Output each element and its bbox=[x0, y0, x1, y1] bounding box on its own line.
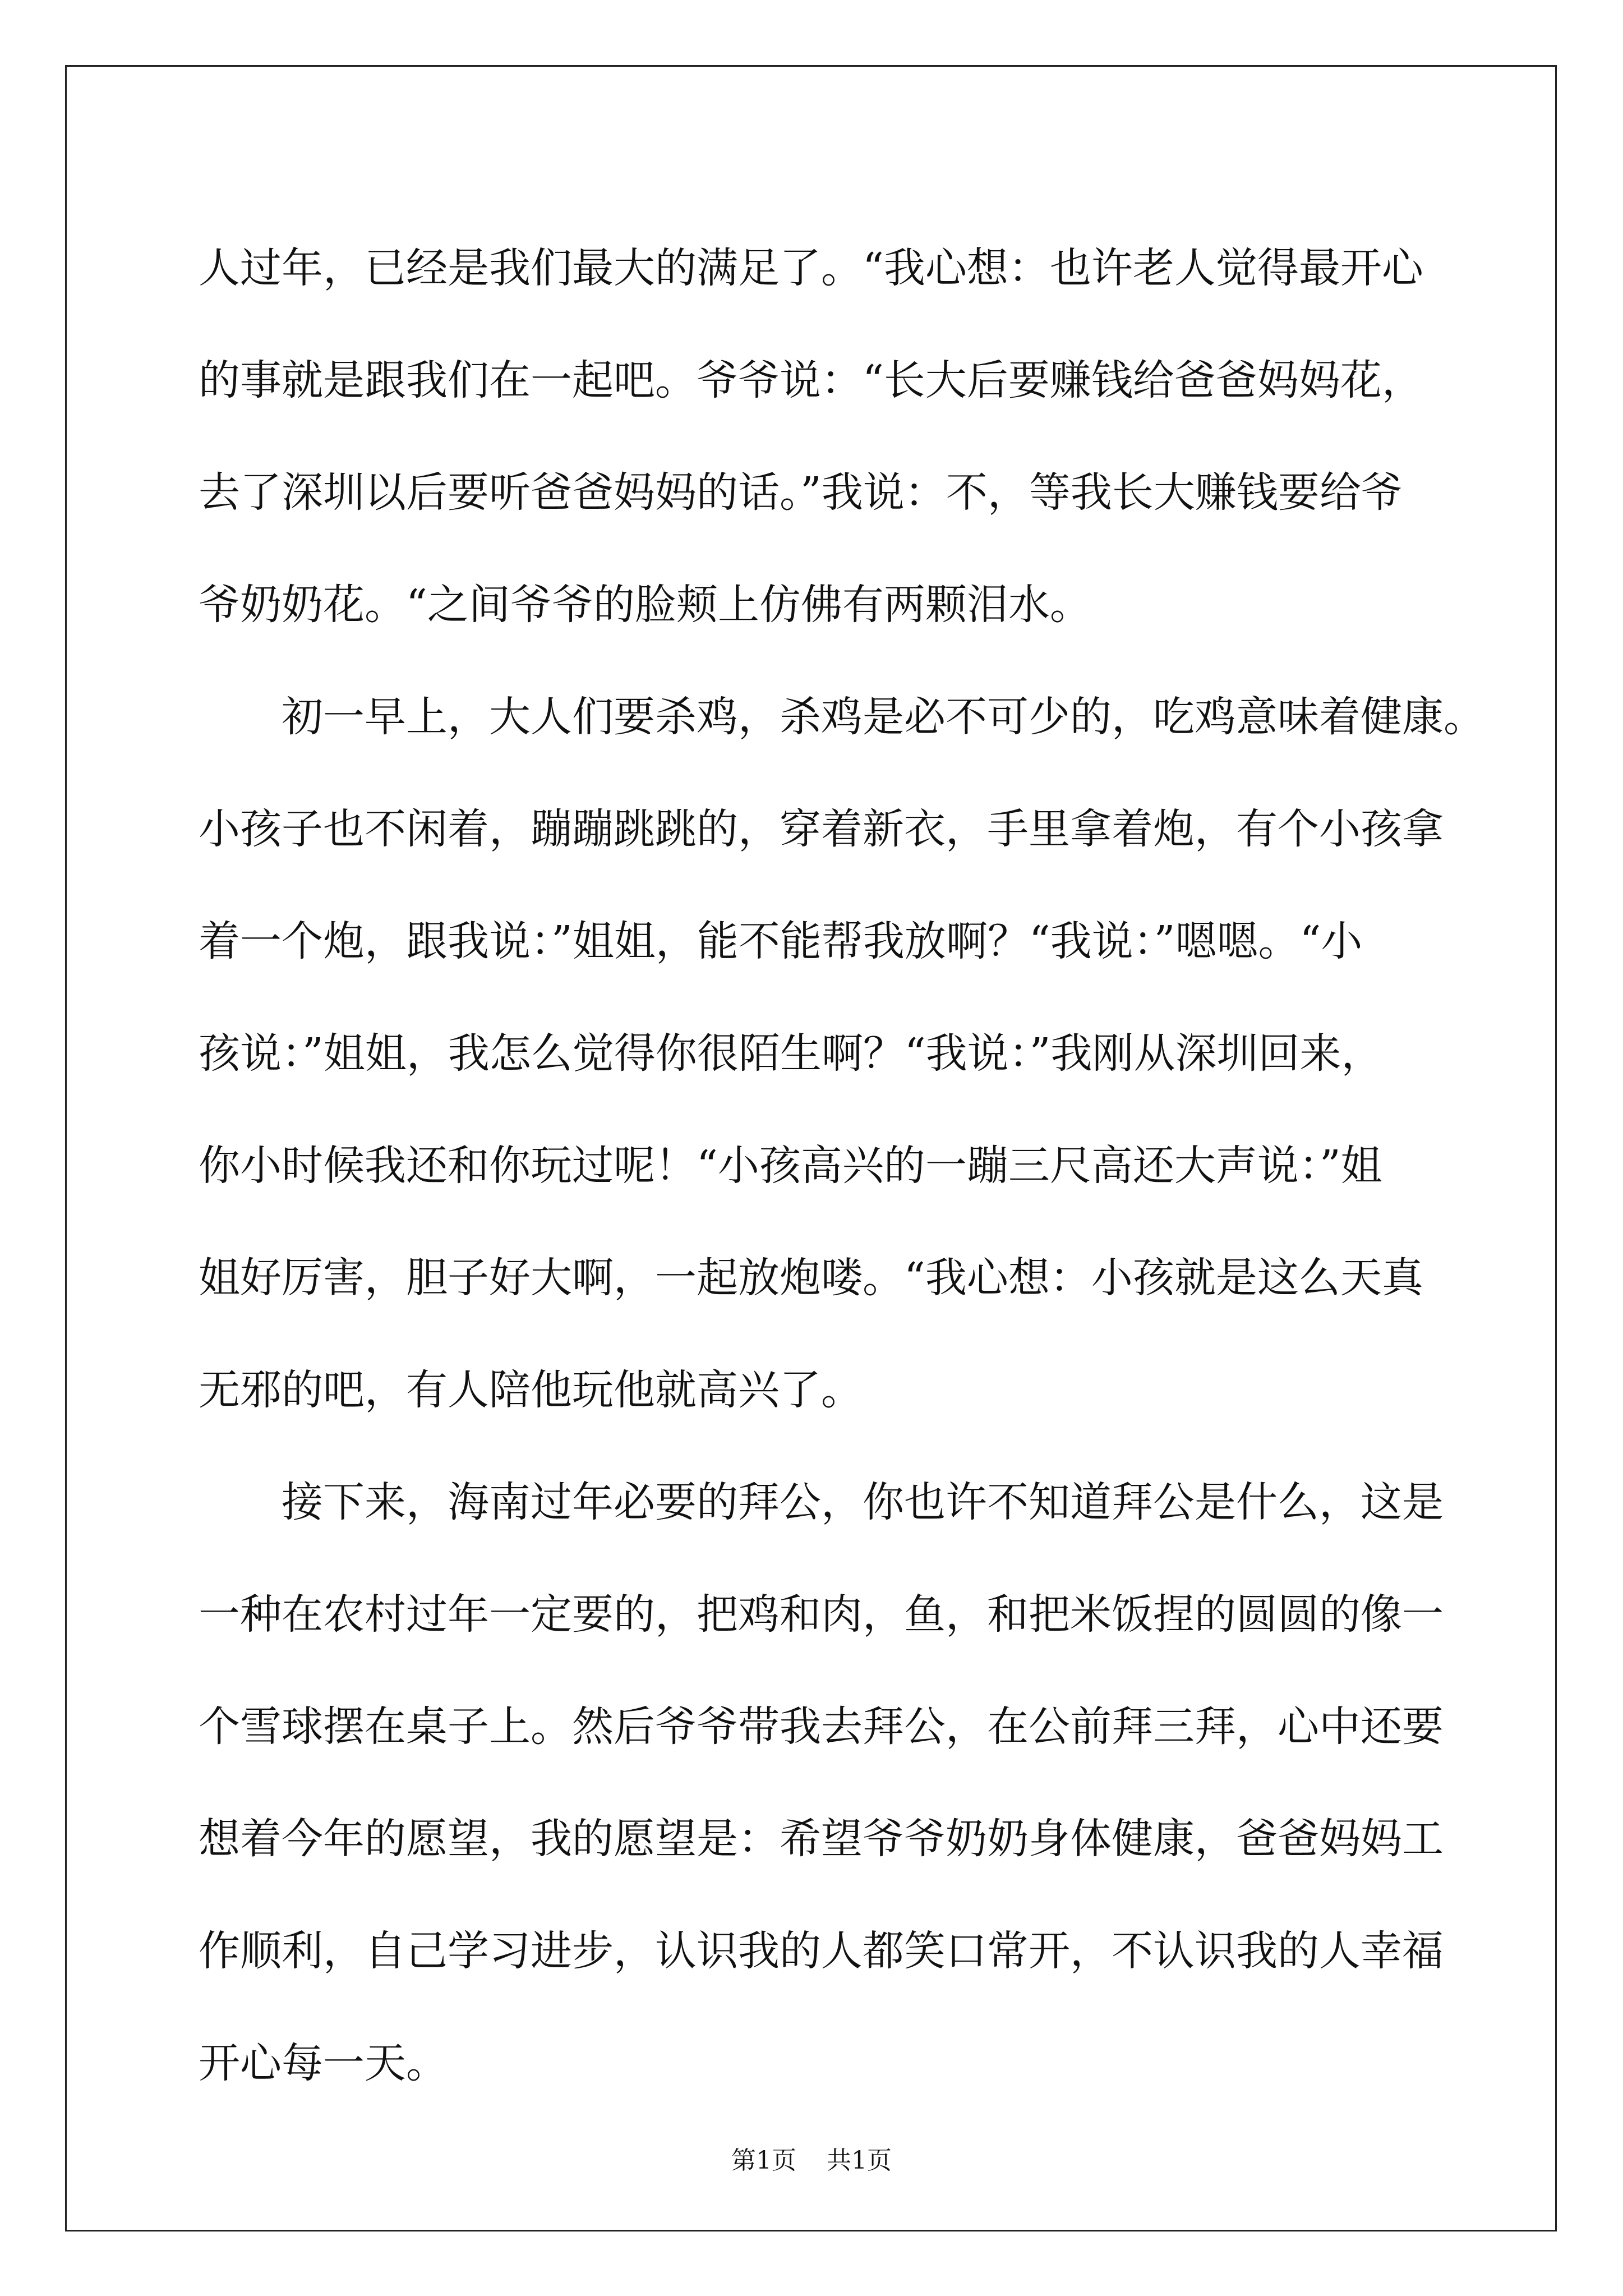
text-line bbox=[199, 1558, 1444, 1671]
line-text: 想着今年的愿望，我的愿望是：希望爷爷奶奶身体健康，爸爸妈妈工 bbox=[199, 1815, 1444, 1863]
line-text: 人过年，已经是我们最大的满足了。“我心想：也许老人觉得最开心 bbox=[199, 244, 1423, 292]
page-number: 第1页 bbox=[731, 2146, 796, 2175]
text-line bbox=[199, 1222, 1432, 1334]
line-text: 去了深圳以后要听爸爸妈妈的话。”我说：不，等我长大赚钱要给爷 bbox=[199, 468, 1403, 517]
text-line bbox=[199, 1783, 1444, 1895]
text-line bbox=[199, 324, 1432, 436]
text-line bbox=[199, 1110, 1432, 1222]
page-footer bbox=[0, 2140, 1623, 2176]
text-line bbox=[199, 661, 1485, 773]
text-line bbox=[199, 997, 1432, 1110]
text-line bbox=[199, 1334, 1432, 1446]
line-text: 一种在农村过年一定要的，把鸡和肉，鱼，和把米饭捏的圆圆的像一 bbox=[199, 1590, 1444, 1639]
line-text: 爷奶奶花。“之间爷爷的脸颊上仿佛有两颗泪水。 bbox=[199, 581, 1091, 629]
line-text: 无邪的吧，有人陪他玩他就高兴了。 bbox=[199, 1366, 863, 1414]
line-text: 作顺利，自己学习进步，认识我的人都笑口常开，不认识我的人幸福 bbox=[199, 1927, 1444, 1975]
text-line bbox=[199, 212, 1432, 324]
line-text: 初一早上，大人们要杀鸡，杀鸡是必不可少的，吃鸡意味着健康。 bbox=[282, 693, 1485, 741]
text-line bbox=[199, 2007, 1432, 2119]
line-text: 接下来，海南过年必要的拜公，你也许不知道拜公是什么，这是 bbox=[282, 1478, 1444, 1526]
line-text: 你小时候我还和你玩过呢！“小孩高兴的一蹦三尺高还大声说：”姐 bbox=[199, 1142, 1382, 1190]
text-line bbox=[199, 1446, 1444, 1558]
paragraph bbox=[199, 661, 1485, 1446]
text-line bbox=[199, 436, 1432, 549]
line-text: 姐好厉害，胆子好大啊，一起放炮喽。“我心想：小孩就是这么天真 bbox=[199, 1254, 1423, 1302]
paragraph bbox=[199, 1446, 1444, 2119]
text-line bbox=[199, 1895, 1444, 2007]
text-line bbox=[199, 773, 1444, 885]
text-line bbox=[199, 1671, 1444, 1783]
document-body bbox=[199, 212, 1485, 2119]
line-text: 孩说：”姐姐，我怎么觉得你很陌生啊？“我说：”我刚从深圳回来， bbox=[199, 1029, 1383, 1078]
line-text: 开心每一天。 bbox=[199, 2039, 448, 2087]
paragraph bbox=[199, 212, 1432, 661]
line-text: 着一个炮，跟我说：”姐姐，能不能帮我放啊？“我说：”嗯嗯。“小 bbox=[199, 917, 1363, 965]
line-text: 小孩子也不闲着，蹦蹦跳跳的，穿着新衣，手里拿着炮，有个小孩拿 bbox=[199, 805, 1444, 853]
text-line bbox=[199, 549, 1432, 661]
text-line bbox=[199, 885, 1432, 997]
page-total: 共1页 bbox=[827, 2146, 892, 2175]
line-text: 个雪球摆在桌子上。然后爷爷带我去拜公，在公前拜三拜，心中还要 bbox=[199, 1703, 1444, 1751]
line-text: 的事就是跟我们在一起吧。爷爷说：“长大后要赚钱给爸爸妈妈花， bbox=[199, 356, 1423, 404]
